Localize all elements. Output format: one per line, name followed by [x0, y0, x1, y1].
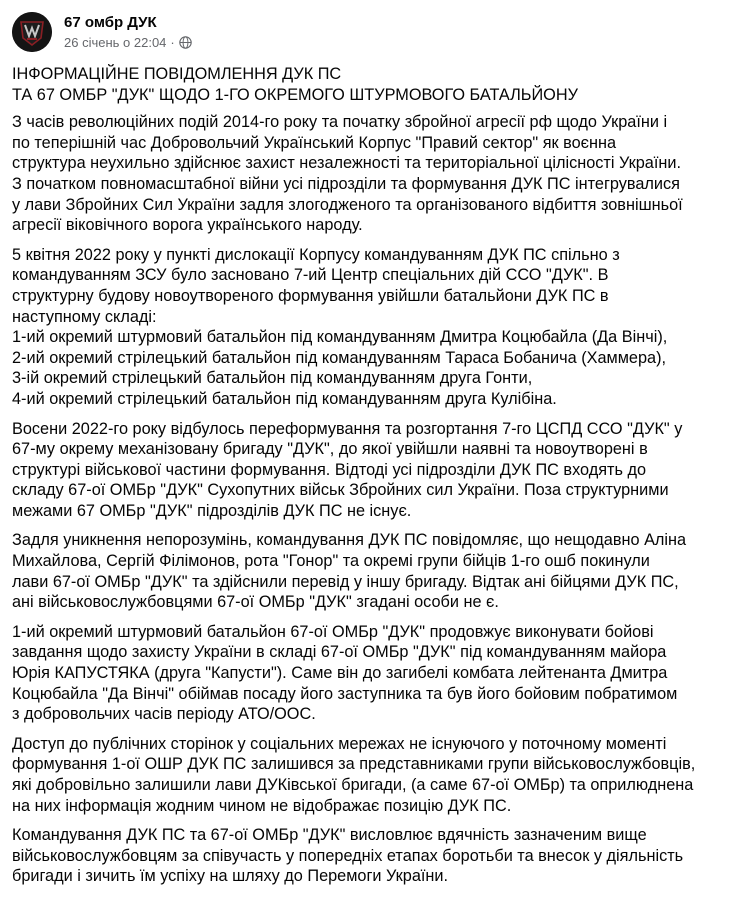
post-timestamp[interactable]: 26 січень о 22:04: [64, 35, 167, 50]
text-line: які добровільно залишили лави ДУКівської бригади, (а саме 67-ої ОМБр) та оприлюднена: [12, 776, 694, 794]
page-name-link[interactable]: 67 омбр ДУК: [64, 14, 157, 31]
text-line: 3-ій окремий стрілецький батальйон під командуванням друга Гонти,: [12, 369, 533, 388]
page-avatar[interactable]: [12, 12, 52, 52]
text-line: структурну будову новоутвореного формування увійшли батальйони ДУК ПС в: [12, 286, 609, 305]
paragraph-battalion: [12, 622, 730, 725]
text-line: Командування ДУК ПС та 67-ої ОМБр "ДУК" висловлює вдячність зазначеним вище: [12, 826, 647, 845]
text-line: межами 67 ОМБр "ДУК" підрозділів ДУК ПС не існує.: [12, 501, 412, 520]
text-line: військовослужбовцям за співучасть у попередніх етапах боротьби та внесок у діяльність: [12, 846, 684, 865]
text-line: 5 квітня 2022 року у пункті дислокації Корпусу командуванням ДУК ПС спільно з: [12, 245, 620, 264]
text-line: Восени 2022-го року відбулось переформування та розгортання 7-го ЦСПД ССО "ДУК" у: [12, 419, 683, 438]
paragraph-founding: [12, 245, 730, 410]
text-line: формування 1-ої ОШР ДУК ПС залишився за представниками групи військовослужбовців,: [12, 755, 696, 774]
text-line: Юрія КАПУСТЯКА (друга "Капусти"). Саме він до загибелі комбата лейтенанта Дмитра: [12, 664, 668, 683]
separator-dot: ·: [170, 35, 175, 50]
text-line: З часів революційних подій 2014-го року та початку збройної агресії рф щодо України і: [12, 113, 668, 132]
text-line: агресії віковічного ворога українського народу.: [12, 216, 363, 235]
text-line: лави 67-ої ОМБр "ДУК" та здійснили перевід у іншу бригаду. Відтак ані бійцями ДУК ПС,: [12, 572, 679, 591]
text-line: Михайлова, Сергій Філімонов, рота "Гонор" та окремі групи бійців 1-го ошб покинули: [12, 552, 650, 571]
text-line: Задля уникнення непорозумінь, командування ДУК ПС повідомляє, що нещодавно Аліна: [12, 531, 687, 550]
text-line: структура неухильно здійснює захист незалежності та територіальної цілісності України.: [12, 154, 681, 173]
paragraph-history: [12, 112, 730, 236]
text-line: 1-ий окремий штурмовий батальйон під командуванням Дмитра Коцюбайла (Да Вінчі),: [12, 328, 668, 347]
paragraph-social-pages: [12, 734, 730, 816]
post-subline: [64, 34, 192, 51]
text-line: наступному складі:: [12, 307, 157, 326]
text-line: З початком повномасштабної війни усі підрозділи та формування ДУК ПС інтегрувалися: [12, 174, 680, 193]
text-line: на них інформація жодним чином не відображає позицію ДУК ПС.: [12, 796, 512, 815]
text-line: 4-ий окремий стрілецький батальйон під командуванням друга Кулібіна.: [12, 389, 557, 408]
text-line: бригади і зичить їм успіху на шляху до Перемоги України.: [12, 867, 449, 886]
headline-line: ТА 67 ОМБР "ДУК" ЩОДО 1-ГО ОКРЕМОГО ШТУРМОВОГО БАТАЛЬЙОНУ: [12, 85, 578, 104]
text-line: структурі військової частини формування. Відтоді усі підрозділи ДУК ПС входять до: [12, 460, 647, 479]
text-line: Коцюбайла "Да Вінчі" обіймав посаду його заступника та був його бойовим побратимом: [12, 684, 678, 703]
post-headline: [12, 64, 730, 105]
text-line: по теперішній час Добровольчий Український Корпус "Правий сектор" як воєнна: [12, 133, 617, 152]
text-line: 2-ий окремий стрілецький батальйон під командуванням Тараса Бобанича (Хаммера),: [12, 348, 667, 367]
text-line: 1-ий окремий штурмовий батальйон 67-ої ОМБр "ДУК" продовжує виконувати бойові: [12, 622, 654, 641]
paragraph-reformation: [12, 419, 730, 522]
text-line: завдання щодо захисту України в складі 67-ої ОМБр "ДУК" під командуванням майора: [12, 643, 667, 662]
text-line: командуванням ЗСУ було засновано 7-ий Центр спеціальних дій ССО "ДУК". В: [12, 266, 609, 285]
post-meta: [64, 13, 192, 51]
text-line: складу 67-ої ОМБр "ДУК" Сухопутних військ Збройних сил України. Поза структурними: [12, 481, 669, 500]
brigade-emblem-icon: [12, 12, 52, 52]
paragraph-departure: [12, 530, 730, 612]
headline-line: ІНФОРМАЦІЙНЕ ПОВІДОМЛЕННЯ ДУК ПС: [12, 65, 342, 83]
post-body: [12, 64, 730, 896]
paragraph-gratitude: [12, 825, 730, 887]
text-line: Доступ до публічних сторінок у соціальних мережах не існуючого у поточному моменті: [12, 734, 667, 753]
post-header: [12, 10, 192, 54]
text-line: з добровольчих часів періоду АТО/ООС.: [12, 705, 316, 724]
text-line: 67-му окрему механізовану бригаду "ДУК", до якої увійшли наявні та новоутворені в: [12, 440, 648, 459]
globe-icon[interactable]: [179, 36, 192, 49]
text-line: ані військовослужбовцями 67-ої ОМБр "ДУК" згадані особи не є.: [12, 593, 499, 612]
text-line: у лави Збройних Сил України задля злогодженого та організованого відбиття зовнішньої: [12, 195, 683, 214]
